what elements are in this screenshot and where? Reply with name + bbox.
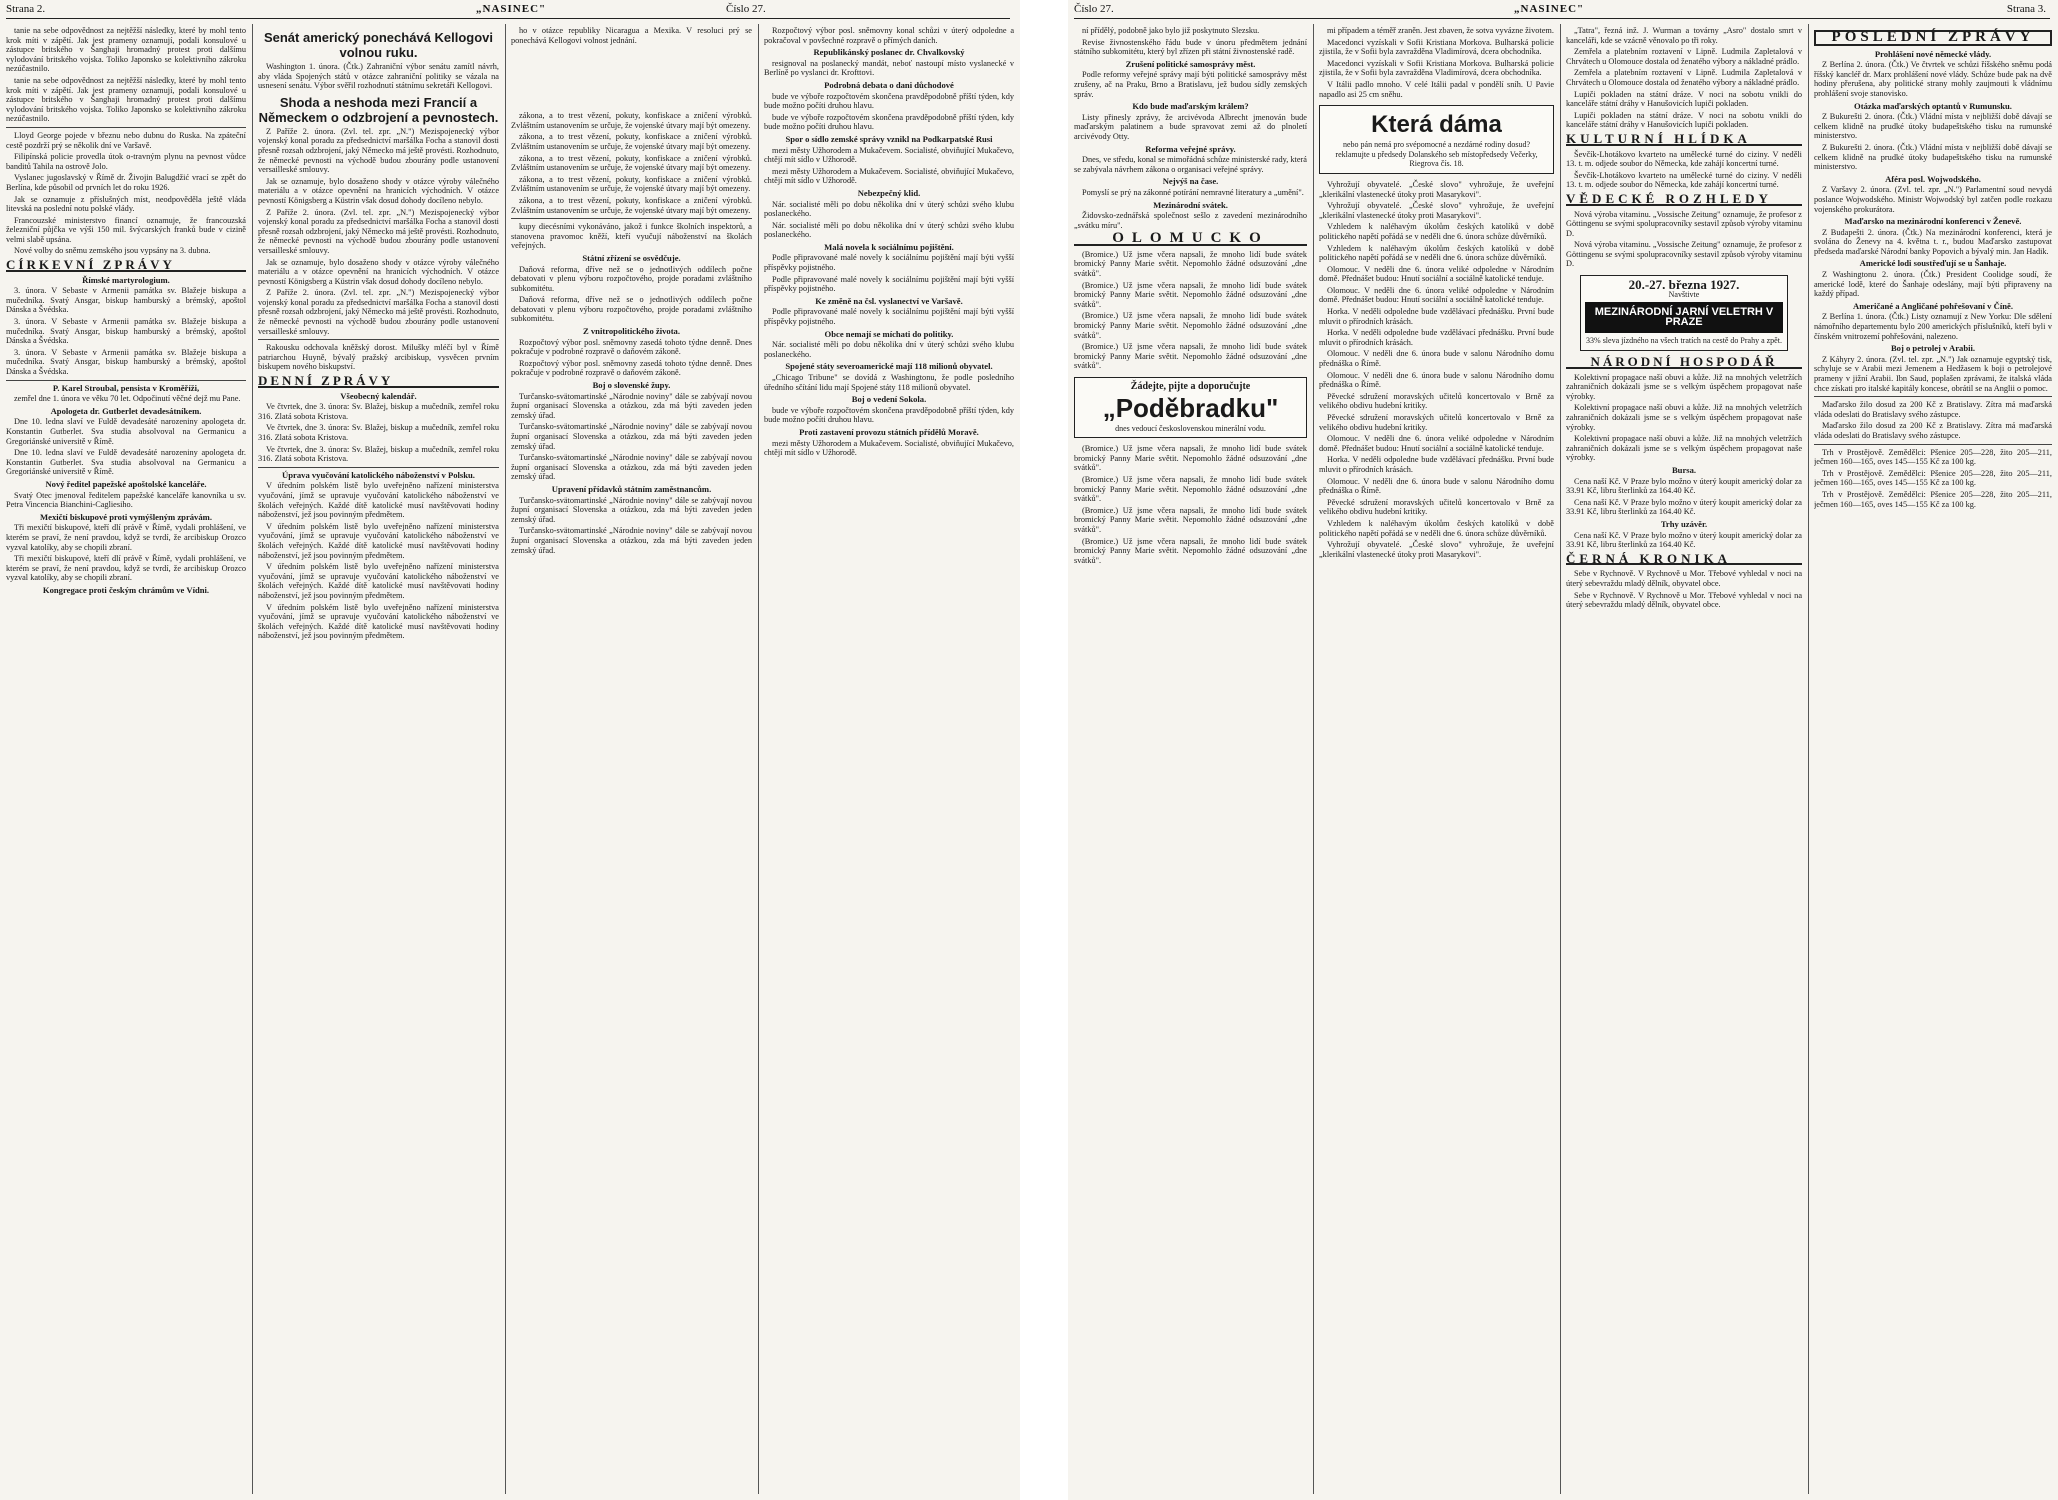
article-text: Zemřela a platebním roztavení v Lipně. Ludmila Zapletalová v Chrvátech u Olomouce dostala od ženatého výbory a nákladné prádlo.: [1566, 47, 1802, 66]
subheading: Bursa.: [1671, 464, 1697, 475]
article-text: Rozpočtový výbor posl. sněmovny konal schůzi v úterý odpoledne a pokračoval v povšechné rozpravě o přímých daních.: [764, 26, 1014, 45]
section-heading: ČERNÁ KRONIKA: [1566, 554, 1802, 566]
right-col-4: [1814, 26, 2052, 1492]
advertisement-podebradka: [1074, 377, 1307, 438]
article-text: Horka. V neděli odpoledne bude vzdělávací přednášku. První bude mluvit o přírodních krásách.: [1319, 307, 1554, 326]
article-text: (Bromice.) Už jsme včera napsali, že mnoho lidí bude svátek bromický Panny Marie světit. Nepomohlo žádné odsuzování „dne svátků".: [1074, 280, 1307, 309]
article-text: (Bromice.) Už jsme včera napsali, že mnoho lidí bude svátek bromický Panny Marie světit. Nepomohlo žádné odsuzování „dne svátků".: [1074, 505, 1307, 534]
subheading: Reforma veřejné správy.: [1145, 143, 1236, 154]
article-text: Daňová reforma, dříve než se o jednotlivých oddílech počne debatovati v plenu výboru rozpočtového, projde poradami zvláštního subkomitétu.: [511, 295, 752, 324]
article-text: Z Bukurešti 2. února. (Čtk.) Vládní místa v nejbližší době dávají se celkem klidně na prudké útoky budapeštského tisku na rumunské ministerstvo.: [1814, 112, 2052, 141]
ad-text: Navštivte: [1668, 289, 1700, 299]
article-text: Cena naší Kč. V Praze bylo možno v úterý koupit americký dolar za 33.91 Kč, libru šterlinků za 164.40 Kč.: [1566, 476, 1802, 496]
article-text: Turčansko-svätomartinské „Národnie noviny" dále se zabývají novou župní organisací Slovenska a otázkou, zda má býti zaveden jeden zemský úřad.: [511, 526, 752, 555]
article-text: Pěvecké sdružení moravských učitelů koncertovalo v Brně za velikého obdivu hudební kritiky.: [1319, 391, 1554, 411]
headline: Shoda a neshoda mezi Francií a Německem o odzbrojení a pevnostech.: [258, 94, 499, 125]
article-text: Jak se oznamuje, bylo dosaženo shody v otázce výroby válečného materiálu a v otázce opevnění na hranicích východních. V otázce pevností Königsberg a Küstrin však dosud dohody docíleno nebylo.: [258, 257, 499, 286]
subheading: Kongregace proti českým chrámům ve Vídni.: [42, 584, 210, 595]
article-text: Macedonci vyzískali v Sofii Kristiana Morkova. Bulharská policie zjistila, že v Sofii byla zavražděna Vladimírová, dcera obchodníka.: [1319, 58, 1554, 78]
subheading: Američané a Angličané pohřešovaní v Číně.: [1853, 300, 2013, 311]
article-text: zemřel dne 1. února ve věku 70 let. Odpočinutí věčné dejž mu Pane.: [14, 394, 241, 404]
article-text: Nová výroba vitaminu. „Vossische Zeitung" oznamuje, že profesor z Göttingenu se svými spolupracovníky sestavil způsob výroby vitaminu D.: [1566, 240, 1802, 269]
article-text: Dnes, ve středu, konal se mimořádná schůze ministerské rady, která se zabývala návrhem zákona o organisaci veřejné správy.: [1074, 155, 1307, 174]
right-col-2: [1319, 26, 1554, 1492]
subheading: Zrušení politické samosprávy měst.: [1125, 58, 1256, 69]
subheading: Upravení přídavků státním zaměstnancům.: [551, 483, 712, 494]
subheading: Spor o sídlo zemské správy vznikl na Podkarpatské Rusi: [785, 133, 993, 144]
article-text: Pomyslí se prý na zákonné potírání nemravné literatury a „umění".: [1082, 187, 1304, 197]
article-text: Daňová reforma, dříve než se o jednotlivých oddílech počne debatovati v plenu výboru rozpočtového, projde poradami zvláštního subkomitétu.: [511, 264, 752, 293]
article-text: mezi městy Užhorodem a Mukačevem. Socialisté, obviňující Mukačevo, chtějí mít sídlo v Užhorodě.: [764, 166, 1014, 186]
article-text: Nár. socialisté měli po dobu několika dní v úterý schůzi svého klubu poslaneckého.: [764, 199, 1014, 219]
article-text: Horka. V neděli odpoledne bude vzdělávací přednášku. První bude mluvit o přírodních krásách.: [1319, 455, 1554, 474]
article-text: Podle připravované malé novely k sociálnímu pojištění mají býti vyšší příspěvky pojistného.: [764, 253, 1014, 273]
article-text: Francouzské ministerstvo financí oznamuje, že francouzská železniční půjčka ve výši 150 mil. švýcarských franků bude v cizině velmi slabě upsána.: [6, 215, 246, 244]
article-text: Jak se oznamuje, bylo dosaženo shody v otázce výroby válečného materiálu a v otázce opevnění na hranicích východních. V otázce pevností Königsberg a Küstrin však dosud dohody docíleno nebylo.: [258, 176, 499, 205]
article-text: (Bromice.) Už jsme včera napsali, že mnoho lidí bude svátek bromický Panny Marie světit. Nepomohlo žádné odsuzování „dne svátků".: [1074, 536, 1307, 565]
article-text: Ševčík-Lhotákovo kvarteto na umělecké turné do ciziny. V neděli 13. t. m. odjede soubor do Německa, kde zahájí koncertní turné.: [1566, 170, 1802, 190]
article-text: Vzhledem k naléhavým úkolům českých katolíků v době politického napětí pořádá se v neděli dne 6. února schůze důvěrníků.: [1319, 518, 1554, 538]
right-page: [1068, 0, 2058, 1500]
article-text: 3. února. V Sebaste v Armenii památka sv. Blažeje biskupa a mučedníka. Svatý Ansgar, biskup hamburský a brémský, apoštol Dánska a Švédska.: [6, 317, 246, 346]
article-text: Vzhledem k naléhavým úkolům českých katolíků v době politického napětí pořádá se v neděli dne 6. února schůze důvěrníků.: [1319, 222, 1554, 241]
article-text: Trh v Prostějově. Zemědělci: Pšenice 205—228, žito 205—211, ječmen 160—165, oves 145—155 Kč za 100 kg.: [1814, 468, 2052, 488]
article-text: Kolektivní propagace naší obuvi a kůže. Již na mnohých veletržích zahraničních dokázali jsme se s velkým úspěchem propagovat naše výrobky.: [1566, 372, 1802, 401]
subheading: Otázka maďarských optantů v Rumunsku.: [1854, 100, 2012, 111]
article-text: Rozpočtový výbor posl. sněmovny zasedá tohoto týdne denně. Dnes pokračuje v podrobné rozpravě o daňovém zákoně.: [511, 337, 752, 357]
right-page-header: [1074, 2, 2050, 19]
article-text: Nové volby do sněmu zemského jsou vypsány na 3. dubna.: [14, 246, 211, 256]
article-text: kupy diecésními vykonáváno, jakož i funkce školních inspektorů, a stanovena pravomoc kněží, kteří vyučují náboženství na školách veřejných.: [511, 222, 752, 251]
ad-text: 33% sleva jízdného na všech tratích na cestě do Prahy a zpět.: [1586, 336, 1782, 346]
article-text: Revise živnostenského řádu bude v únoru předmětem jednání státního subkomitétu, který byl zřízen při státní živnostenské radě.: [1074, 37, 1307, 57]
article-text: bude ve výboře rozpočtovém skončena pravděpodobně příští týden, kdy bude možno počíti druhou hlavu.: [764, 112, 1014, 132]
article-text: (Bromice.) Už jsme včera napsali, že mnoho lidí bude svátek bromický Panny Marie světit. Nepomohlo žádné odsuzování „dne svátků".: [1074, 311, 1307, 340]
subheading: Maďarsko na mezinárodní konferenci v Ženevě.: [1844, 216, 2022, 227]
left-col-2: [258, 26, 499, 1492]
article-text: Olomouc. V neděli dne 6. února bude v salonu Národního domu přednáška o Římě.: [1319, 476, 1554, 496]
ad-text: dnes vedoucí československou minerální vodu.: [1115, 423, 1266, 433]
article-text: Židovsko-zednářská společnost sešlo z zavedení mezinárodního „svátku míru".: [1074, 211, 1307, 230]
article-text: bude ve výboře rozpočtovém skončena pravděpodobně příští týden, kdy bude možno počíti druhou hlavu.: [764, 405, 1014, 425]
article-text: Z Bukurešti 2. února. (Čtk.) Vládní místa v nejbližší době dávají se celkem klidně na prudké útoky budapeštského tisku na rumunské ministerstvo.: [1814, 142, 2052, 172]
subheading: Ke změně na čsl. vyslanectví ve Varšavě.: [815, 295, 963, 306]
article-text: Ve čtvrtek, dne 3. února: Sv. Blažej, biskup a mučedník, zemřel roku 316. Zlatá sobota Kristova.: [258, 402, 499, 421]
article-text: ní přídělý, podobně jako bylo již poskytnuto Slezsku.: [1082, 26, 1260, 35]
article-text: zákona, a to trest vězení, pokuty, konfiskace a zničení výrobků. Zvláštním ustanovením se určuje, že vojenské útvary mají být omezeny.: [511, 132, 752, 151]
article-text: Z Paříže 2. února. (Zvl. tel. zpr. „N.") Mezispojenecký výbor vojenský konal poradu za předsednictví maršálka Focha a stanovil dosti přesně rozsah odzbrojení, jaký Německo má ještě provésti. Rozhodnuto, že německé pevnosti na východě budou zbourány podle ustanovení versailleské smlouvy.: [258, 288, 499, 336]
article-text: Z Budapešti 2. února. (Čtk.) Na mezinárodní konferenci, která je svolána do Ženevy na 4. května t. r., budou Maďarsko zastupovat předseda maďarské Národní banky Popovich a bývalý min. Jan Hadik.: [1814, 227, 2052, 256]
article-text: Dne 10. ledna slaví ve Fuldě devadesáté narozeniny apologeta dr. Konstantin Gutberlet. Sva studia absolvoval na Germanicu a Gregoriánské universitě v Římě.: [6, 417, 246, 446]
article-text: zákona, a to trest vězení, pokuty, konfiskace a zničení výrobků. Zvláštním ustanovením se určuje, že vojenské útvary mají být omezeny.: [511, 153, 752, 173]
article-text: „Chicago Tribune" se dovídá z Washingtonu, že podle posledního úředního sčítání lidu mají Spojené státy 118 milionů obyvatel.: [764, 373, 1014, 392]
article-text: Z Berlína 1. února. (Čtk.) Listy oznamují z New Yorku: Dle sdělení námořního departementu bylo 200 amerických příslušníků, kteří byli v čínském vnitrozemí pohřešováni, nalezeno.: [1814, 312, 2052, 341]
subheading: Boj o slovenské župy.: [592, 380, 671, 391]
article-text: Lupiči pokladen na státní dráze. V noci na sobotu vnikli do kanceláře státní dráhy v Hanušovicích lupiči pokladen.: [1566, 89, 1802, 109]
subheading: Boj o petrolej v Arabii.: [1890, 343, 1976, 354]
article-text: zákona, a to trest vězení, pokuty, konfiskace a zničení výrobků. Zvláštním ustanovením se určuje, že vojenské útvary mají být omezeny.: [511, 174, 752, 194]
section-heading: OLOMUCKO: [1074, 234, 1307, 246]
article-text: 3. února. V Sebaste v Armenii památka sv. Blažeje biskupa a mučedníka. Svatý Ansgar, biskup hamburský a brémský, apoštol Dánska a Švédska.: [6, 347, 246, 376]
subheading: Kdo bude maďarským králem?: [1132, 101, 1249, 112]
article-text: Maďarsko žilo dosud za 200 Kč z Bratislavy. Zítra má maďarská vláda odeslati do Bratislavy svého zástupce.: [1814, 421, 2052, 440]
right-col-1: [1074, 26, 1307, 1492]
article-text: Z Káhyry 2. února. (Zvl. tel. zpr. „N.") Jak oznamuje egyptský tisk, schyluje se v Arabii mezi Jemenem a Hedžasem k boji o petrolejové prameny v jižní Arabii. Ibn Saud, poplašen zprávami, že italská vláda chce získati pro italské kapitály koncese, obrátil se na Anglii o pomoc.: [1814, 354, 2052, 393]
left-col-4: [764, 26, 1014, 1492]
page-number: Strana 2.: [6, 3, 46, 15]
article-text: zákona, a to trest vězení, pokuty, konfiskace a zničení výrobků. Zvláštním ustanovením se určuje, že vojenské útvary mají být omezeny.: [511, 111, 752, 130]
subheading: Apologeta dr. Gutberlet devadesátníkem.: [50, 405, 202, 416]
subheading: Státní zřízení se osvědčuje.: [582, 252, 681, 263]
article-text: Filipínská policie provedla útok o-travným plynu na pevnost vůdce banditů Tahila na ostrově Jolo.: [6, 152, 246, 171]
article-text: Jak se oznamuje z příslušných míst, neodpověděla ještě vláda litevská na poslední notu polské vlády.: [6, 194, 246, 214]
subheading: Boj o vedení Sokola.: [851, 394, 927, 405]
article-text: Podle reformy veřejné správy mají býti politické samosprávy měst zrušeny, ač na Praku, Brno a Bratislavu, jež budou sídly zemských správ.: [1074, 70, 1307, 99]
section-heading: POSLEDNÍ ZPRÁVY: [1814, 30, 2052, 46]
article-text: Tři mexičtí biskupové, kteří dlí právě v Římě, vydali prohlášení, ve kterém se praví, že není pravdou, když se tvrdí, že arcibiskup Orozco vyzval katolíky, aby se chopili zbraní.: [6, 554, 246, 583]
article-text: Podle připravované malé novely k sociálnímu pojištění mají býti vyšší příspěvky pojistného.: [764, 274, 1014, 294]
article-text: V úředním polském listě bylo uveřejněno nařízení ministerstva vyučování, jímž se upravuje vyučování katolického náboženství ve školách veřejných. Každé dítě katolické musí navštěvovati hodiny náboženství, jež jsou povinným předmětem.: [258, 481, 499, 520]
article-text: ho v otázce republiky Nicaragua a Mexika. V resoluci prý se ponechává Kellogovi volnost jednání.: [511, 26, 752, 45]
article-text: mezi městy Užhorodem a Mukačevem. Socialisté, obviňující Mukačevo, chtějí mít sídlo v Užhorodě.: [764, 145, 1014, 165]
subheading: Nový ředitel papežské apoštolské kanceláře.: [45, 478, 207, 489]
article-text: Olomouc. V neděli dne 6. února bude v salonu Národního domu přednáška o Římě.: [1319, 349, 1554, 369]
page-gutter: [1020, 0, 1068, 1500]
article-text: Olomouc. V neděli dne 6. února veliké odpoledne v Národním domě. Přednášet budou: Hnutí sociální a sociálně katolické tenduje.: [1319, 434, 1554, 453]
subheading: Z vnitropolitického života.: [583, 326, 680, 337]
page-number: Strana 3.: [2006, 3, 2046, 15]
ad-title: MEZINÁRODNÍ JARNÍ VELETRH V PRAZE: [1585, 302, 1783, 333]
article-text: Ve čtvrtek, dne 3. února: Sv. Blažej, biskup a mučedník, zemřel roku 316. Zlatá sobota Kristova.: [258, 444, 499, 464]
article-text: V Itálii padlo mnoho. V celé Itálii padal v pondělí sníh. U Pavie napadlo asi 25 cm sněhu.: [1319, 79, 1554, 99]
left-col-3: [511, 26, 752, 1492]
article-text: Lloyd George pojede v březnu nebo dubnu do Ruska. Na zpáteční cestě pozdrží prý se několik dní ve Varšavě.: [6, 130, 246, 150]
ad-title: Která dáma: [1371, 111, 1502, 139]
article-text: V úředním polském listě bylo uveřejněno nařízení ministerstva vyučování, jímž se upravuje vyučování katolického náboženství ve školách veřejných. Každé dítě katolické musí navštěvovati hodiny náboženství, jež jsou povinným předmětem.: [258, 602, 499, 641]
headline: Senát americký ponechává Kellogovi volnou ruku.: [263, 30, 494, 60]
article-text: zákona, a to trest vězení, pokuty, konfiskace a zničení výrobků. Zvláštním ustanovením se určuje, že vojenské útvary mají být omezeny.: [511, 195, 752, 215]
subheading: Aféra posl. Wojwodského.: [1885, 173, 1981, 184]
subheading: Římské martyrologium.: [82, 274, 170, 285]
article-text: Trh v Prostějově. Zemědělci: Pšenice 205—228, žito 205—211, ječmen 160—165, oves 145—155 Kč za 100 kg.: [1814, 447, 2052, 467]
article-text: V úředním polském listě bylo uveřejněno nařízení ministerstva vyučování, jímž se upravuje vyučování katolického náboženství ve školách veřejných. Každé dítě katolické musí navštěvovati hodiny náboženství, jež jsou povinným předmětem.: [258, 521, 499, 560]
article-text: Sebe v Rychnově. V Rychnově u Mor. Třebové vyhledal v noci na úterý sebevraždu mladý dělník, obyvatel obce.: [1566, 569, 1802, 588]
article-text: Vzhledem k naléhavým úkolům českých katolíků v době politického napětí pořádá se v neděli dne 6. února schůze důvěrníků.: [1319, 243, 1554, 263]
section-heading: KULTURNÍ HLÍDKA: [1566, 134, 1802, 146]
subheading: Mezinárodní svátek.: [1153, 199, 1228, 210]
article-text: Turčansko-svätomartinské „Národnie noviny" dále se zabývají novou župní organisací Slovenska a otázkou, zda má býti zaveden jeden zemský úřad.: [511, 391, 752, 420]
subheading: Americké lodi soustřeďují se u Šanhaje.: [1859, 258, 2007, 269]
masthead: „NASINEC": [1514, 3, 1585, 15]
subheading: Proti zastavení provozu státních přídělů Moravě.: [799, 426, 979, 437]
article-text: Olomouc. V neděli dne 6. února bude v salonu Národního domu přednáška o Římě.: [1319, 370, 1554, 390]
article-text: Zemřela a platebním roztavení v Lipně. Ludmila Zapletalová v Chrvátech u Olomouce dostala od ženatého výbory a nákladné prádlo.: [1566, 68, 1802, 87]
article-text: tanie na sebe odpovědnost za nejtěžší následky, které by mohl tento krok míti v zápětí. Jak jest prameny oznamují, podali konsulové u zástupce britského v Šanghaji hromadný protest proti dalšímu vylodování britského vojska. Toliko Japonsko se kolektivního zákroku nezúčastnilo.: [6, 75, 246, 124]
article-text: Pěvecké sdružení moravských učitelů koncertovalo v Brně za velikého obdivu hudební kritiky.: [1319, 497, 1554, 517]
article-text: Sebe v Rychnově. V Rychnově u Mor. Třebové vyhledal v noci na úterý sebevraždu mladý dělník, obyvatel obce.: [1566, 590, 1802, 610]
article-text: Kolektivní propagace naší obuvi a kůže. Již na mnohých veletržích zahraničních dokázali jsme se s velkým úspěchem propagovat naše výrobky.: [1566, 403, 1802, 432]
article-text: „Tatra", řezná inž. J. Wurman a továrny „Asro" dostalo smrt v kanceláři, kde se vzácně věnovalo po tři roky.: [1566, 26, 1802, 45]
article-text: Cena naší Kč. V Praze bylo možno v úterý koupit americký dolar za 33.91 Kč, libru šterlinků za 164.40 Kč.: [1566, 497, 1802, 517]
article-text: (Bromice.) Už jsme včera napsali, že mnoho lidí bude svátek bromický Panny Marie světit. Nepomohlo žádné odsuzování „dne svátků".: [1074, 249, 1307, 279]
subheading: Obce nemají se míchati do politiky.: [824, 328, 954, 339]
article-text: (Bromice.) Už jsme včera napsali, že mnoho lidí bude svátek bromický Panny Marie světit. Nepomohlo žádné odsuzování „dne svátků".: [1074, 474, 1307, 504]
article-text: Turčansko-svätomartinské „Národnie noviny" dále se zabývají novou župní organisací Slovenska a otázkou, zda má býti zaveden jeden zemský úřad.: [511, 495, 752, 524]
article-text: Turčansko-svätomartinské „Národnie noviny" dále se zabývají novou župní organisací Slovenska a otázkou, zda má býti zaveden jeden zemský úřad.: [511, 422, 752, 451]
article-text: Turčansko-svätomartinské „Národnie noviny" dále se zabývají novou župní organisací Slovenska a otázkou, zda má býti zaveden jeden zemský úřad.: [511, 453, 752, 482]
article-text: mezi městy Užhorodem a Mukačevem. Socialisté, obviňující Mukačevo, chtějí mít sídlo v Užhorodě.: [764, 438, 1014, 458]
section-heading: CÍRKEVNÍ ZPRÁVY: [6, 260, 246, 272]
subheading: Republikánský poslanec dr. Chvalkovský: [813, 47, 965, 58]
article-text: Nár. socialisté měli po dobu několika dní v úterý schůzi svého klubu poslaneckého.: [764, 340, 1014, 359]
article-text: Z Paříže 2. února. (Zvl. tel. zpr. „N.") Mezispojenecký výbor vojenský konal poradu za předsednictví maršálka Focha a stanovil dosti přesně rozsah odzbrojení, jaký Německo má ještě provésti. Rozhodnuto, že německé pevnosti na východě budou zbourány podle ustanovení versailleské smlouvy.: [258, 207, 499, 255]
article-text: (Bromice.) Už jsme včera napsali, že mnoho lidí bude svátek bromický Panny Marie světit. Nepomohlo žádné odsuzování „dne svátků".: [1074, 342, 1307, 371]
article-text: Washington 1. února. (Čtk.) Zahraniční výbor senátu zamítl návrh, aby vláda Spojených států v otázce zahraniční politiky se vázala na usnesení senátu. Výbor svěřil rozhodnutí státnímu sekretáři Kellogovi.: [258, 62, 499, 91]
article-text: Kolektivní propagace naší obuvi a kůže. Již na mnohých veletržích zahraničních dokázali jsme se s velkým úspěchem propagovat naše výrobky.: [1566, 434, 1802, 463]
article-text: Trh v Prostějově. Zemědělci: Pšenice 205—228, žito 205—211, ječmen 160—165, oves 145—155 Kč za 100 kg.: [1814, 489, 2052, 509]
section-heading: NÁRODNÍ HOSPODÁŘ: [1566, 357, 1802, 369]
article-text: Z Washingtonu 2. února. (Čtk.) President Coolidge soudí, že americké lodě, které do Šanhaje odeslány, mají býti připraveny na každý případ.: [1814, 270, 2052, 299]
issue-number: Číslo 27.: [726, 3, 766, 15]
article-text: Vyhrožují obyvatelé. „České slovo" vyhrožuje, že uveřejní „klerikální vlastenecké útoky proti Masarykovi".: [1319, 201, 1554, 220]
article-text: Podle připravované malé novely k sociálnímu pojištění mají býti vyšší příspěvky pojistného.: [764, 307, 1014, 327]
right-col-3: [1566, 26, 1802, 1492]
subheading: P. Karel Stroubal, pensista v Kroměříži,: [52, 382, 200, 393]
article-text: Rakousku odchovala kněžský dorost. Milušky mléčí byl v Římě patriarchou Huyně, bývalý pražský arcibiskup, vysvěcen prvním biskupem nového biskupství.: [258, 343, 499, 372]
article-text: Z Varšavy 2. února. (Zvl. tel. zpr. „N.") Parlamentní soud nevydá poslance Wojwodského. Ministr Wojwodský byl zatčen podle rozkazu vojenského prokurátora.: [1814, 185, 2052, 214]
article-text: Horka. V neděli odpoledne bude vzdělávací přednášku. První bude mluvit o přírodních krásách.: [1319, 328, 1554, 347]
article-text: mi případem a téměř zraněn. Jest zbaven, že sotva vyvázne životem.: [1327, 26, 1554, 35]
issue-number: Číslo 27.: [1074, 3, 1114, 15]
article-text: Listy přinesly zprávy, že arcivévoda Albrecht jmenován bude maďarským palatinem a bude spravovat zemi až do plnoletí arcivévody Otty.: [1074, 112, 1307, 141]
subheading: Podrobná debata o dani důchodové: [824, 79, 954, 90]
subheading: Spojené státy severoamerické mají 118 milionů obyvatel.: [785, 361, 993, 372]
subheading: Mexičtí biskupové proti vymýšleným zprávám.: [40, 511, 212, 522]
article-text: Vyslanec jugoslavský v Římě dr. Živojin Balugdžić vrací se zpět do Berlína, kde působil od prvních let do roku 1926.: [6, 173, 246, 192]
article-text: Nár. socialisté měli po dobu několika dní v úterý schůzi svého klubu poslaneckého.: [764, 220, 1014, 240]
article-text: (Bromice.) Už jsme včera napsali, že mnoho lidí bude svátek bromický Panny Marie světit. Nepomohlo žádné odsuzování „dne svátků".: [1074, 444, 1307, 473]
article-text: Pěvecké sdružení moravských učitelů koncertovalo v Brně za velikého obdivu hudební kritiky.: [1319, 413, 1554, 432]
article-text: 3. února. V Sebaste v Armenii památka sv. Blažeje biskupa a mučedníka. Svatý Ansgar, biskup hamburský a brémský, apoštol Dánska a Švédska.: [6, 286, 246, 315]
masthead: „NASINEC": [476, 3, 547, 15]
article-text: Nová výroba vitaminu. „Vossische Zeitung" oznamuje, že profesor z Göttingenu se svými spolupracovníky sestavil způsob výroby vitaminu D.: [1566, 209, 1802, 238]
article-text: Vyhrožují obyvatelé. „České slovo" vyhrožuje, že uveřejní „klerikální vlastenecké útoky proti Masarykovi".: [1319, 540, 1554, 559]
article-text: resignoval na poslanecký mandát, neboť nastoupí místo vyslanecké v Berlíně po vyslanci dr. Krofttovi.: [764, 58, 1014, 78]
article-text: Z Paříže 2. února. (Zvl. tel. zpr. „N.") Mezispojenecký výbor vojenský konal poradu za předsednictví maršálka Focha a stanovil dosti přesně rozsah odzbrojení, jaký Německo má ještě provésti. Rozhodnuto, že německé pevnosti na východě budou zbourány podle ustanovení versailleské smlouvy.: [258, 126, 499, 175]
left-page: [0, 0, 1020, 1500]
ad-title: „Poděbradku": [1102, 392, 1279, 423]
subheading: Úprava vyučování katolického náboženství v Polsku.: [282, 469, 475, 480]
article-text: Ševčík-Lhotákovo kvarteto na umělecké turné do ciziny. V neděli 13. t. m. odjede soubor do Německa, kde zahájí koncertní turné.: [1566, 149, 1802, 169]
subheading: Nebezpečný klid.: [857, 187, 921, 198]
advertisement-veletrh: [1580, 275, 1788, 351]
ad-text: nebo pán nemá pro svépomocné a nezdárné rodiny dosud?: [1342, 140, 1531, 150]
article-text: Svatý Otec jmenoval ředitelem papežské kanceláře kanovníka u sv. Petra Vincencia Bianchini-Cagliesiho.: [6, 490, 246, 510]
left-page-header: [6, 2, 1010, 19]
article-text: Rozpočtový výbor posl. sněmovny zasedá tohoto týdne denně. Dnes pokračuje v podrobné rozpravě o daňovém zákoně.: [511, 358, 752, 378]
ad-text: Žádejte, pijte a doporučujte: [1130, 381, 1251, 392]
article-text: bude ve výboře rozpočtovém skončena pravděpodobně příští týden, kdy bude možno počíti druhou hlavu.: [764, 91, 1014, 111]
article-text: Tři mexičtí biskupové, kteří dlí právě v Římě, vydali prohlášení, ve kterém se praví, že není pravdou, když se tvrdí, že arcibiskup Orozco vyzval katolíky, aby se chopili zbraní.: [6, 523, 246, 552]
article-text: Maďarsko žilo dosud za 200 Kč z Bratislavy. Zítra má maďarská vláda odeslati do Bratislavy svého zástupce.: [1814, 400, 2052, 419]
article-text: Dne 10. ledna slaví ve Fuldě devadesáté narozeniny apologeta dr. Konstantin Gutberlet. Sva studia absolvoval na Germanicu a Gregoriánské universitě v Římě.: [6, 448, 246, 477]
left-col-1: [6, 26, 246, 1492]
section-heading: VĚDECKÉ ROZHLEDY: [1566, 194, 1802, 206]
article-text: Olomouc. V neděli dne 6. února veliké odpoledne v Národním domě. Přednášet budou: Hnutí sociální a sociálně katolické tenduje.: [1319, 285, 1554, 305]
article-text: Cena naší Kč. V Praze bylo možno v úterý koupit americký dolar za 33.91 Kč, libru šterlinků za 164.40 Kč.: [1566, 530, 1802, 550]
article-text: Vyhrožují obyvatelé. „České slovo" vyhrožuje, že uveřejní „klerikální vlastenecké útoky proti Masarykovi".: [1319, 179, 1554, 199]
ad-dates: 20.-27. března 1927.: [1628, 277, 1740, 293]
advertisement-dama: [1319, 105, 1554, 174]
article-text: Macedonci vyzískali v Sofii Kristiana Morkova. Bulharská policie zjistila, že v Sofii byla zavražděna Vladimírová, dcera obchodníka.: [1319, 37, 1554, 57]
ad-text: reklamujte u předsedy Dolanského seb místopředsedy Večerky, Riegrova čís. 18.: [1335, 149, 1538, 169]
subheading: Malá novela k sociálnímu pojištění.: [824, 241, 954, 252]
subheading: Trhy uzávěr.: [1660, 518, 1708, 529]
article-text: Z Berlína 2. února. (Čtk.) Ve čtvrtek ve schůzi říšského sněmu podá říšský kancléř dr. Marx prohlášení nové vlády. Schůze bude pak na dvě hodiny přerušena, aby politické strany mohly zaujmouti k vládnímu prohlášení svoje stanovisko.: [1814, 60, 2052, 98]
subheading: Všeobecný kalendář.: [340, 390, 417, 401]
article-text: Olomouc. V neděli dne 6. února veliké odpoledne v Národním domě. Přednášet budou: Hnutí sociální a sociálně katolické tenduje.: [1319, 264, 1554, 284]
subheading: Nejvýš na čase.: [1162, 176, 1219, 187]
article-text: Ve čtvrtek, dne 3. února: Sv. Blažej, biskup a mučedník, zemřel roku 316. Zlatá sobota Kristova.: [258, 423, 499, 442]
section-heading: DENNÍ ZPRÁVY: [258, 376, 499, 388]
article-text: tanie na sebe odpovědnost za nejtěžší následky, které by mohl tento krok míti v zápětí. Jak jest prameny oznamují, podali konsulové u zástupce britského v Šanghaji hromadný protest proti dalšímu vylodování britského vojska. Toliko Japonsko se kolektivního zákroku nezúčastnilo.: [6, 26, 246, 74]
article-text: V úředním polském listě bylo uveřejněno nařízení ministerstva vyučování, jímž se upravuje vyučování katolického náboženství ve školách veřejných. Každé dítě katolické musí navštěvovati hodiny náboženství, jež jsou povinným předmětem.: [258, 562, 499, 600]
article-text: Lupiči pokladen na státní dráze. V noci na sobotu vnikli do kanceláře státní dráhy v Hanušovicích lupiči pokladen.: [1566, 110, 1802, 130]
subheading: Prohlášení nové německé vlády.: [1874, 48, 1992, 59]
